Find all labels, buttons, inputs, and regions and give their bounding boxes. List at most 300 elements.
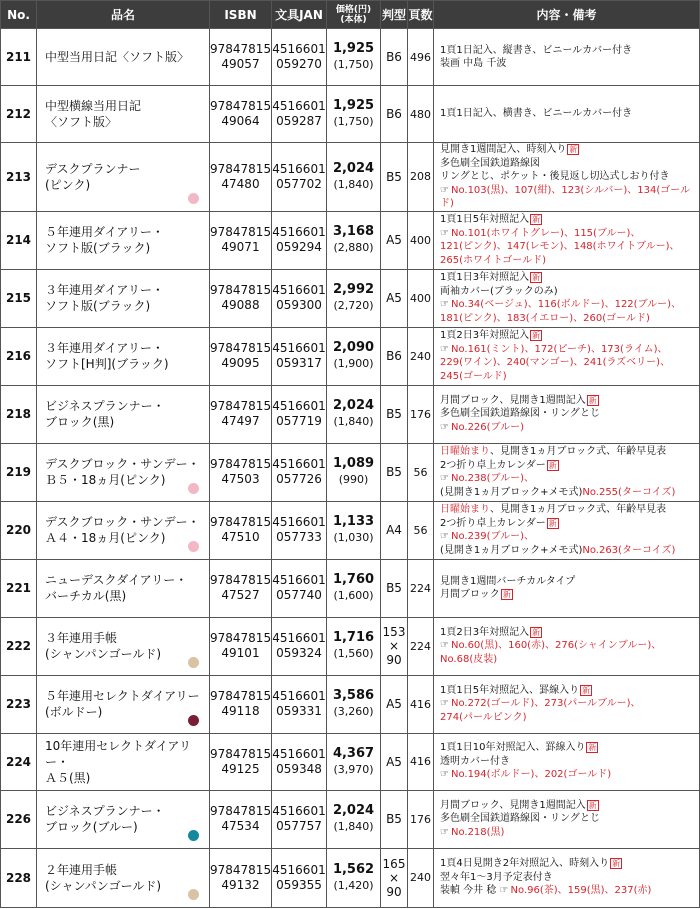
isbn-line: 97847815 (210, 161, 272, 176)
description-line (440, 697, 699, 711)
size-line: 165 (382, 856, 406, 871)
product-name (37, 86, 210, 143)
product-name (37, 501, 210, 559)
jan-cell (272, 143, 327, 212)
page-count: 224 (408, 617, 434, 675)
size-line: B5 (386, 581, 402, 595)
price-base: (1,840) (333, 177, 374, 191)
description-cell (434, 733, 700, 790)
description-line (440, 812, 699, 826)
new-badge: 新 (548, 518, 557, 528)
pointing-hand-icon: ☞ (440, 421, 449, 433)
jan-line: 4516601 (272, 631, 326, 645)
description-line (440, 857, 699, 871)
description-text: 1頁1日記入、横書き、ビニールカバー付き (440, 108, 633, 120)
description-line (440, 626, 699, 640)
size-line: A5 (386, 754, 402, 769)
size-line: 90 (386, 884, 402, 899)
description-text: 多色刷全国鉄道路線図・リングとじ (440, 408, 600, 420)
jan-line: 4516601 (272, 99, 326, 113)
description-text: 1頁1日10年対照記入、罫線入り (440, 742, 586, 754)
color-swatch (188, 541, 199, 552)
jan-cell (272, 269, 327, 327)
description-text: 月間ブロック、見開き1週間記入 (440, 799, 586, 811)
jan-line: 4516601 (272, 399, 326, 413)
description-cell (434, 443, 700, 501)
isbn-cell (210, 86, 272, 143)
table-row (1, 86, 700, 143)
description-line (440, 356, 699, 370)
product-name (37, 848, 210, 907)
header-isbn: ISBN (210, 1, 272, 29)
row-number: 214 (1, 211, 37, 269)
size-cell (381, 269, 408, 327)
table-row (1, 559, 700, 617)
pointing-hand-icon: ☞ (440, 299, 449, 310)
jan-cell (272, 86, 327, 143)
pointing-hand-icon: ☞ (440, 531, 449, 542)
description-cell (434, 617, 700, 675)
description-text: 274(パールピンク) (440, 711, 527, 723)
description-text: 2つ折り卓上カレンダー (440, 459, 546, 471)
description-line (440, 711, 699, 725)
jan-cell (272, 501, 327, 559)
description-text: 装画 中島 千波 (440, 58, 507, 69)
product-name-line: 中型当用日記〈ソフト版〉 (45, 50, 190, 64)
table-row (1, 211, 700, 269)
price-value: 1,716 (332, 630, 375, 645)
price-value: 2,024 (332, 160, 375, 176)
description-text: 多色刷全国鉄道路線図 (440, 157, 540, 169)
header-no: No. (1, 1, 37, 29)
size-line: A5 (386, 233, 402, 247)
row-number: 224 (1, 733, 37, 790)
description-line (440, 544, 699, 558)
price-value: 2,090 (332, 340, 375, 355)
jan-cell (272, 211, 327, 269)
description-line (440, 157, 699, 171)
jan-cell (272, 733, 327, 790)
pointing-hand-icon: ☞ (440, 640, 449, 652)
isbn-line: 49132 (221, 877, 260, 892)
size-cell (381, 327, 408, 385)
jan-line: 4516601 (272, 283, 326, 297)
description-line (440, 44, 699, 58)
description-line (440, 285, 699, 299)
description-line (440, 421, 699, 435)
description-text: 、見開き1ヵ月ブロック式、年齢早見表 (490, 504, 667, 515)
description-text: 翌々年1～3月予定表付き (440, 871, 553, 883)
jan-line: 4516601 (272, 746, 326, 761)
product-name-line: ３年連用ダイアリー・ (45, 341, 164, 355)
price-value: 1,089 (332, 456, 375, 471)
description-line (440, 503, 699, 517)
size-line: B5 (386, 169, 402, 184)
description-line (440, 312, 699, 326)
price-value: 1,925 (332, 41, 375, 56)
isbn-line: 47497 (221, 414, 260, 428)
product-name-line: 中型横線当用日記 (45, 99, 142, 113)
description-line (440, 227, 699, 241)
page-count: 56 (408, 501, 434, 559)
product-name (37, 211, 210, 269)
size-cell (381, 443, 408, 501)
isbn-cell (210, 269, 272, 327)
product-name (37, 269, 210, 327)
price-value: 2,024 (332, 803, 375, 818)
header-row (1, 1, 700, 29)
isbn-line: 97847815 (210, 457, 272, 471)
row-number: 211 (1, 29, 37, 86)
description-text: 1頁4日見開き2年対照記入、時刻入り (440, 858, 610, 870)
new-badge: 新 (569, 145, 578, 154)
jan-line: 057733 (276, 530, 322, 544)
description-cell (434, 501, 700, 559)
jan-line: 059317 (276, 356, 322, 370)
table-row (1, 327, 700, 385)
jan-line: 059355 (276, 877, 322, 892)
description-line (440, 884, 699, 898)
size-line: B6 (386, 107, 402, 121)
description-cell (434, 143, 700, 212)
product-name-line: ブロック(黒) (45, 415, 115, 429)
product-name (37, 559, 210, 617)
size-cell (381, 29, 408, 86)
isbn-line: 97847815 (210, 42, 272, 56)
description-cell (434, 86, 700, 143)
description-text: No.272(ゴールド)、273(パールブルー)、 (450, 698, 641, 710)
jan-line: 059300 (276, 298, 322, 312)
isbn-line: 97847815 (210, 689, 272, 703)
product-name-line: ５年連用セレクトダイアリー (45, 689, 200, 703)
size-line: A5 (386, 291, 402, 305)
new-badge: 新 (588, 395, 597, 405)
isbn-line: 49088 (221, 298, 260, 312)
size-line: × (388, 639, 400, 653)
product-name-line: ブロック(ブルー) (45, 820, 138, 834)
row-number: 226 (1, 790, 37, 848)
page-count: 416 (408, 733, 434, 790)
isbn-cell (210, 733, 272, 790)
price-base: (3,260) (333, 705, 374, 718)
description-line (440, 684, 699, 698)
isbn-line: 49057 (221, 57, 260, 71)
isbn-line: 97847815 (210, 283, 272, 297)
description-line (440, 370, 699, 384)
page-count: 240 (408, 327, 434, 385)
size-line: B5 (386, 465, 402, 479)
price-base: (990) (338, 473, 369, 486)
jan-line: 057719 (276, 414, 322, 428)
color-swatch (188, 657, 199, 668)
table-row (1, 790, 700, 848)
description-text: 1頁2日3年対照記入 (440, 626, 530, 638)
description-cell (434, 211, 700, 269)
description-line (440, 254, 699, 268)
jan-line: 057726 (276, 472, 322, 486)
description-line (440, 407, 699, 421)
table-row (1, 385, 700, 443)
jan-line: 4516601 (272, 689, 326, 703)
row-number: 219 (1, 443, 37, 501)
description-text: 月間ブロック、見開き1週間記入 (440, 394, 586, 406)
description-text: 1頁2日3年対照記入 (440, 330, 530, 341)
product-name (37, 617, 210, 675)
page-count: 176 (408, 385, 434, 443)
new-badge: 新 (588, 800, 597, 810)
product-name-line: ２年連用手帳 (45, 862, 118, 877)
isbn-line: 97847815 (210, 631, 272, 645)
price-value: 4,367 (332, 745, 375, 761)
description-text: 1頁1日3年対照記入 (440, 272, 530, 283)
size-cell (381, 848, 408, 907)
jan-line: 4516601 (272, 862, 326, 877)
page-count: 400 (408, 269, 434, 327)
product-name-line: (ピンク) (45, 177, 91, 192)
size-cell (381, 143, 408, 212)
jan-line: 057702 (276, 176, 322, 191)
size-line: A5 (386, 697, 402, 711)
isbn-cell (210, 848, 272, 907)
size-cell (381, 559, 408, 617)
description-text: 、見開き1ヵ月ブロック式、年齢早見表 (490, 446, 667, 457)
pointing-hand-icon: ☞ (440, 343, 449, 355)
description-text: No.255(ターコイズ) (582, 486, 676, 498)
description-line (440, 57, 699, 71)
description-text: 181(ピンク)、183(イエロー)、260(ゴールド) (440, 312, 650, 324)
description-line (440, 768, 699, 782)
isbn-cell (210, 675, 272, 733)
page-count: 400 (408, 211, 434, 269)
isbn-line: 49101 (221, 646, 260, 660)
product-name-line: デスクブロック・サンデー・ (45, 515, 200, 529)
description-line (440, 329, 699, 343)
description-text: リングとじ、ポケット・後見返し切込式しおり付き (440, 171, 670, 182)
new-badge: 新 (532, 627, 541, 637)
product-name-line: ビジネスプランナー・ (45, 804, 165, 818)
isbn-line: 97847815 (210, 573, 272, 587)
size-cell (381, 675, 408, 733)
pointing-hand-icon: ☞ (440, 826, 449, 838)
jan-line: 4516601 (272, 341, 326, 355)
description-cell (434, 675, 700, 733)
jan-cell (272, 327, 327, 385)
isbn-line: 47527 (221, 588, 260, 602)
isbn-cell (210, 211, 272, 269)
page-count: 224 (408, 559, 434, 617)
header-pages: 頁数 (408, 1, 434, 29)
isbn-cell (210, 143, 272, 212)
price-base: (2,880) (333, 241, 374, 254)
description-line (440, 445, 699, 459)
product-name-line: ソフト版(ブラック) (45, 241, 151, 255)
description-text: No.218(黒) (450, 826, 505, 838)
description-text: 透明カバー付き (440, 755, 510, 767)
price-base: (1,750) (333, 115, 374, 128)
price-value: 1,760 (332, 572, 375, 587)
product-name-line: ３年連用手帳 (45, 631, 118, 645)
description-line (440, 588, 699, 602)
description-text: No.101(ホワイトグレー)、115(ブルー)、 (450, 227, 641, 239)
price-value: 1,562 (332, 861, 375, 877)
description-line (440, 343, 699, 357)
size-line: B6 (386, 349, 402, 363)
header-price-label: 価格(円) (335, 4, 372, 15)
price-cell (327, 501, 381, 559)
description-cell (434, 29, 700, 86)
product-name-line: デスクプランナー (45, 161, 141, 176)
row-number: 228 (1, 848, 37, 907)
isbn-line: 47534 (221, 819, 260, 833)
product-name-line: (シャンパンゴールド) (45, 878, 162, 893)
table-row (1, 443, 700, 501)
description-text: 見開き1週間バーチカルタイプ (440, 575, 576, 587)
header-price (327, 1, 381, 29)
description-text: 1頁1日記入、縦書き、ビニールカバー付き (440, 44, 633, 56)
price-base: (1,900) (333, 357, 374, 370)
page-count: 480 (408, 86, 434, 143)
description-line (440, 530, 699, 544)
price-cell (327, 790, 381, 848)
isbn-line: 49064 (221, 114, 260, 128)
isbn-line: 49071 (221, 240, 260, 254)
new-badge: 新 (612, 859, 621, 869)
isbn-cell (210, 617, 272, 675)
product-name-line: Ａ５(黒) (45, 770, 91, 785)
page-count: 176 (408, 790, 434, 848)
product-name (37, 385, 210, 443)
description-cell (434, 327, 700, 385)
description-cell (434, 385, 700, 443)
description-line (440, 170, 699, 184)
price-cell (327, 675, 381, 733)
price-value: 2,992 (332, 282, 375, 297)
row-number: 216 (1, 327, 37, 385)
isbn-line: 97847815 (210, 804, 272, 818)
jan-line: 4516601 (272, 161, 326, 176)
price-cell (327, 848, 381, 907)
price-cell (327, 327, 381, 385)
new-badge: 新 (502, 590, 511, 599)
size-line: 153 (382, 625, 406, 639)
product-name (37, 790, 210, 848)
jan-cell (272, 617, 327, 675)
new-badge: 新 (582, 685, 591, 695)
table-row (1, 848, 700, 907)
size-cell (381, 86, 408, 143)
product-name (37, 327, 210, 385)
product-name-line: デスクブロック・サンデー・ (45, 457, 200, 471)
jan-cell (272, 559, 327, 617)
row-number: 220 (1, 501, 37, 559)
page-count: 416 (408, 675, 434, 733)
description-text: No.238(ブルー)、 (450, 473, 535, 484)
header-size: 判型 (381, 1, 408, 29)
pointing-hand-icon: ☞ (440, 698, 449, 710)
size-line: A4 (386, 523, 402, 537)
pointing-hand-icon: ☞ (440, 473, 449, 484)
description-line (440, 517, 699, 531)
price-cell (327, 29, 381, 86)
isbn-line: 97847815 (210, 225, 272, 239)
jan-cell (272, 848, 327, 907)
jan-cell (272, 675, 327, 733)
row-number: 223 (1, 675, 37, 733)
description-text: 月間ブロック (440, 589, 500, 600)
description-line (440, 394, 699, 408)
description-text: No.34(ベージュ)、116(ボルドー)、122(ブルー)、 (450, 299, 682, 310)
pointing-hand-icon: ☞ (440, 227, 449, 239)
size-line: B5 (386, 407, 402, 421)
price-base: (1,840) (333, 415, 374, 428)
isbn-line: 49118 (221, 704, 260, 718)
product-name-line: ニューデスクダイアリー・ (45, 573, 188, 587)
description-text: 両袖カバー(ブラックのみ) (440, 285, 558, 297)
description-text: 多色刷全国鉄道路線図・リングとじ (440, 813, 600, 825)
description-cell (434, 848, 700, 907)
description-line (440, 755, 699, 769)
jan-line: 4516601 (272, 42, 326, 56)
jan-line: 4516601 (272, 573, 326, 587)
page-count: 496 (408, 29, 434, 86)
description-text: No.226(ブルー) (450, 421, 525, 433)
description-line (440, 826, 699, 840)
description-line (440, 240, 699, 254)
size-line: B5 (386, 812, 402, 826)
isbn-cell (210, 385, 272, 443)
size-cell (381, 385, 408, 443)
price-base: (1,560) (333, 647, 374, 660)
description-text: No.103(黒)、107(紺)、123(シルバー)、134(ゴールド) (440, 184, 691, 209)
isbn-line: 97847815 (210, 399, 272, 413)
isbn-line: 97847815 (210, 746, 272, 761)
description-line (440, 653, 699, 667)
description-text: 1頁1日5年対照記入 (440, 214, 530, 225)
isbn-cell (210, 501, 272, 559)
price-base: (2,720) (333, 299, 374, 312)
size-cell (381, 617, 408, 675)
description-text: 121(ピンク)、147(レモン)、148(ホワイトブルー)、 (440, 241, 680, 252)
price-cell (327, 617, 381, 675)
table-row (1, 143, 700, 212)
table-row (1, 733, 700, 790)
page-count: 208 (408, 143, 434, 212)
price-base: (1,840) (333, 820, 374, 833)
header-price-base: (本体) (340, 14, 367, 25)
jan-line: 4516601 (272, 804, 326, 818)
isbn-line: 47510 (221, 530, 260, 544)
pointing-hand-icon: ☞ (440, 184, 449, 196)
jan-line: 059270 (276, 57, 322, 71)
new-badge: 新 (532, 331, 541, 340)
size-cell (381, 733, 408, 790)
pointing-hand-icon: ☞ (440, 769, 449, 781)
description-line (440, 184, 699, 211)
price-cell (327, 143, 381, 212)
size-cell (381, 501, 408, 559)
description-cell (434, 269, 700, 327)
price-base: (1,420) (333, 878, 374, 892)
description-text: 日曜始まり (440, 504, 490, 515)
description-text: No.161(ミント)、172(ピーチ)、173(ライム)、 (450, 343, 668, 355)
isbn-line: 47503 (221, 472, 260, 486)
jan-line: 4516601 (272, 515, 326, 529)
header-desc: 内容・備考 (434, 1, 700, 29)
description-text: 日曜始まり (440, 446, 490, 457)
row-number: 222 (1, 617, 37, 675)
product-name (37, 733, 210, 790)
jan-line: 059294 (276, 240, 322, 254)
